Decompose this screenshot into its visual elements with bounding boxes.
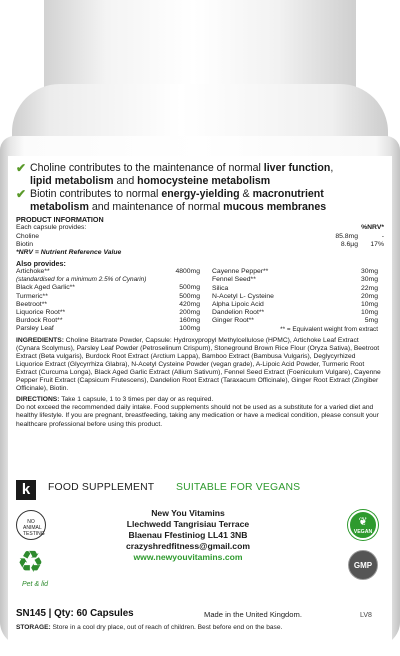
list-item: Fennel Seed** 30mg bbox=[212, 276, 378, 284]
table-row: Choline 85.8mg - bbox=[16, 232, 384, 240]
list-item: Artichoke** 4800mg bbox=[16, 268, 200, 276]
list-item: Beetroot** 420mg bbox=[16, 300, 200, 308]
nrv-note: *NRV = Nutrient Reference Value bbox=[16, 248, 122, 256]
label-footer bbox=[8, 476, 392, 631]
pet-lid-text: Pet & lid bbox=[22, 581, 49, 588]
list-item: N-Acetyl L- Cysteine 20mg bbox=[212, 292, 378, 300]
list-item: Burdock Root** 160mg bbox=[16, 317, 200, 325]
k-logo-icon: k bbox=[16, 480, 36, 500]
also-provides-right bbox=[200, 268, 384, 333]
checkmark-icon: ✔ bbox=[16, 187, 27, 202]
serial-quantity: SN145 | Qty: 60 Capsules bbox=[16, 608, 134, 619]
checkmark-icon: ✔ bbox=[16, 161, 27, 175]
website-link[interactable]: www.newyouvitamins.com bbox=[133, 552, 243, 562]
each-capsule-label: Each capsule provides: bbox=[16, 224, 87, 232]
also-provides-left bbox=[16, 268, 200, 333]
also-provides-title: Also provides: bbox=[16, 259, 66, 269]
bottle-cap bbox=[44, 0, 356, 92]
ingredients-paragraph: INGREDIENTS: Choline Bitartrate Powder, Capsule: Hydroxypropyl Methylcellulose (HPMC), Artichoke Leaf Extract (Cynara Scolymus), Parsley Leaf Powder (Petroselinum Crispum), Stoneground Brown Rice Flour (Oryza Sativa), Beetroot Extract (Beta vulgaris), Burdock Root Extract (Arctium Lappa), Bamboo Extract (Bambusa Vulgaris), Deglycyrhized Liquorice Extract (Glycyrrhiza Glabra), N-Acetyl Cysteine Powder (vegan grade), A-Lipoic Acid Powder, Turmeric Root Extract (Curcuma Longa), Black Aged Garlic Extract (Allium Sativum), Fennel Seed Extract (Foeniculum Vulgare), Cayenne Pepper Fruit Extract (Capsicum Frutescens), Dandelion Root Extract (Taraxacum Officinale), Ginger Root Extract (Zingiber Officinale), Biotin. bbox=[16, 336, 381, 393]
ingredients-label: INGREDIENTS: bbox=[16, 336, 64, 344]
suitable-for-vegans-text: SUITABLE FOR VEGANS bbox=[176, 482, 301, 493]
list-item: Liquorice Root** 200mg bbox=[16, 309, 200, 316]
nrv-header: %NRV* bbox=[361, 224, 384, 232]
list-item: Parsley Leaf 100mg bbox=[16, 325, 200, 333]
health-claims bbox=[8, 156, 392, 213]
also-provides-grid bbox=[8, 268, 392, 333]
list-item: Cayenne Pepper** 30mg bbox=[212, 268, 378, 276]
list-item: Ginger Root** 5mg bbox=[212, 317, 378, 325]
equivalent-weight-note: ** = Equivalent weight from extract bbox=[280, 325, 378, 333]
lot-code: LV8 bbox=[360, 612, 372, 619]
list-item: Turmeric** 500mg bbox=[16, 292, 200, 300]
claim-biotin: ✔ Biotin contributes to normal energy-yielding & macronutrient metabolism and maintenance of normal mucous membranes bbox=[16, 187, 327, 213]
product-info-title: PRODUCT INFORMATION bbox=[16, 215, 104, 225]
standardised-note: (standardised for a minimum 2.5% of Cynarin) bbox=[16, 276, 147, 284]
recycle-icon: ♻ bbox=[17, 546, 44, 579]
warning-text: Do not exceed the recommended daily intake. Food supplements should not be used as a substitute for a varied diet and healthy lifestyle. If you are pregnant, breastfeeding, taking any medication or have a medical condition, please consult your healthcare professional before using this product. bbox=[16, 404, 379, 428]
vegan-badge-icon: ❦ VEGAN bbox=[348, 510, 378, 540]
gmp-badge-icon: GMP bbox=[348, 550, 378, 580]
table-row: Biotin 8.6µg 17% bbox=[16, 240, 384, 248]
email-link[interactable]: crazyshredfitness@gmail.com bbox=[126, 541, 250, 551]
leaf-icon: ❦ bbox=[358, 516, 368, 528]
storage-text: STORAGE: Store in a cool dry place, out of reach of children. Best before end on the base. bbox=[16, 624, 283, 631]
no-animal-testing-seal-icon: NO ANIMAL TESTING bbox=[16, 510, 46, 540]
list-item: Alpha Lipoic Acid 10mg bbox=[212, 301, 378, 308]
nutrient-table bbox=[8, 224, 392, 257]
company-address: New You Vitamins Llechwedd Tangrisiau Terrace Blaenau Ffestiniog LL41 3NB crazyshredfitness@gmail.com www.newyouvitamins.com bbox=[108, 508, 268, 563]
list-item: Black Aged Garlic** 500mg bbox=[16, 284, 200, 292]
food-supplement-text: FOOD SUPPLEMENT bbox=[48, 482, 155, 493]
directions-paragraph: DIRECTIONS: Take 1 capsule, 1 to 3 times per day or as required. Do not exceed the recommended daily intake. Food supplements should not be used as a substitute for a varied diet and healthy lifestyle. If you are pregnant, breastfeeding, taking any medication or have a medical condition, please consult your healthcare professional before using this product. bbox=[16, 396, 379, 428]
product-label bbox=[8, 156, 392, 648]
directions-label: DIRECTIONS: bbox=[16, 396, 60, 404]
list-item: Silica 22mg bbox=[212, 284, 378, 292]
claim-choline: ✔ Choline contributes to the maintenance of normal liver function, lipid metabolism and homocysteine metabolism bbox=[16, 161, 334, 187]
list-item: Dandelion Root** 10mg bbox=[212, 309, 378, 317]
made-in-text: Made in the United Kingdom. bbox=[204, 610, 302, 619]
